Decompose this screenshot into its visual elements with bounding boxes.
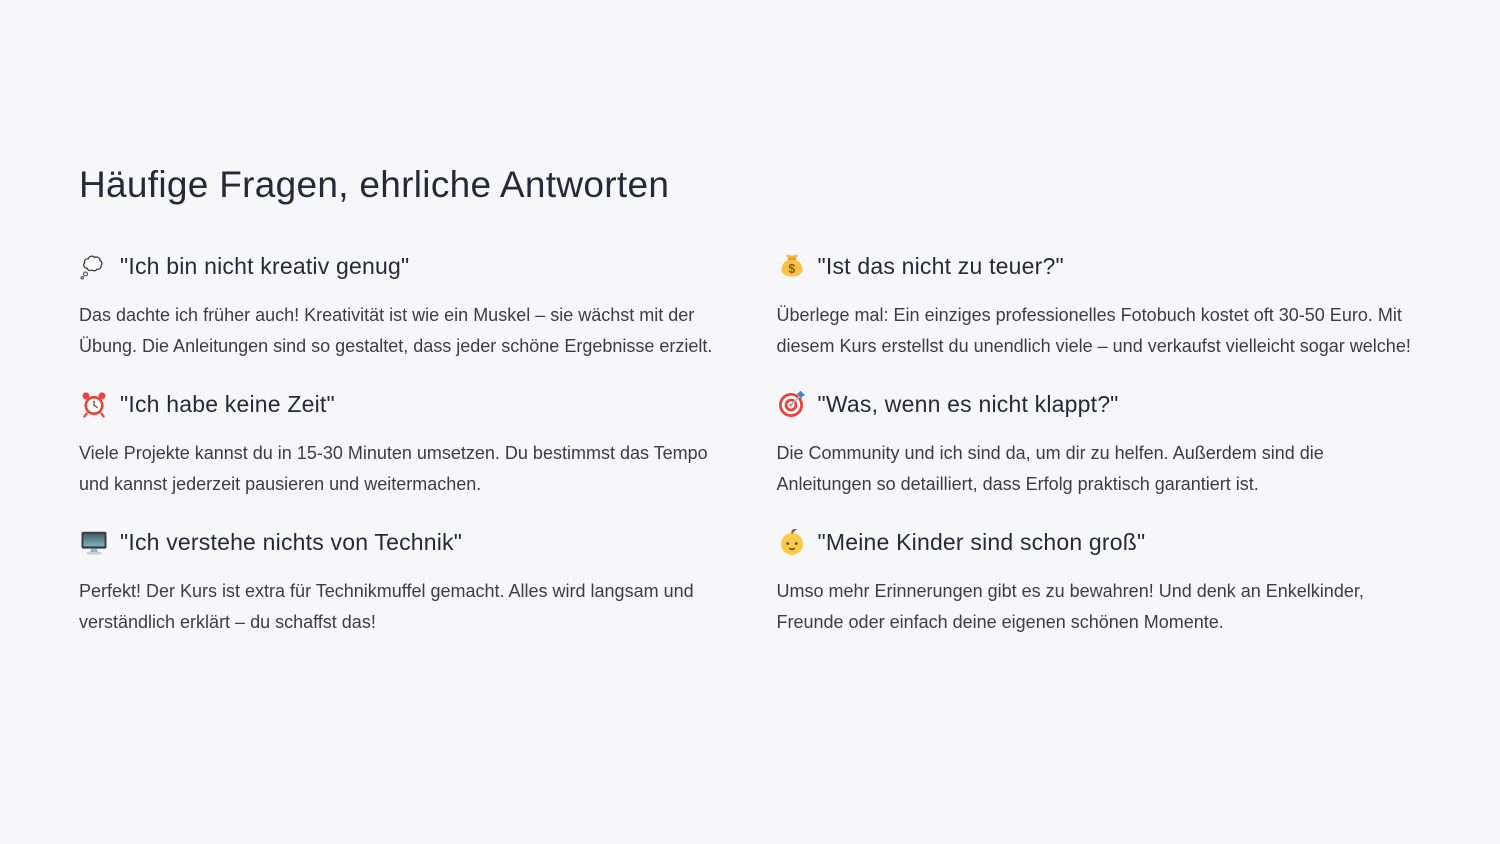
faq-item — [777, 524, 1422, 638]
faq-answer: Das dachte ich früher auch! Kreativität ist wie ein Muskel – sie wächst mit der Übung. Die Anleitungen sind so gestaltet, dass jeder schöne Ergebnisse erzielt. — [79, 305, 713, 356]
faq-item — [79, 248, 724, 362]
faq-item — [777, 248, 1422, 362]
faq-answer: Perfekt! Der Kurs ist extra für Technikmuffel gemacht. Alles wird langsam und verständlich erklärt – du schaffst das! — [79, 581, 694, 632]
faq-question — [79, 524, 724, 560]
faq-column-left — [79, 248, 724, 662]
faq-item — [79, 386, 724, 500]
faq-answer: Die Community und ich sind da, um dir zu helfen. Außerdem sind die Anleitungen so detailliert, dass Erfolg praktisch garantiert ist. — [776, 443, 1324, 494]
faq-column-right — [777, 248, 1422, 662]
faq-question — [777, 386, 1422, 422]
alarm-clock-icon — [79, 389, 109, 419]
faq-grid — [79, 248, 1421, 662]
direct-hit-icon — [777, 389, 807, 419]
faq-question — [777, 524, 1422, 560]
svg-text:$: $ — [787, 262, 796, 276]
thought-balloon-icon — [79, 251, 109, 281]
faq-item — [777, 386, 1422, 500]
money-bag-icon — [777, 251, 807, 281]
faq-question — [79, 386, 724, 422]
faq-answer: Umso mehr Erinnerungen gibt es zu bewahren! Und denk an Enkelkinder, Freunde oder einfach deine eigenen schönen Momente. — [776, 581, 1364, 632]
faq-question-text: "Ich bin nicht kreativ genug" — [120, 253, 410, 279]
faq-item — [79, 524, 724, 638]
faq-question — [79, 248, 724, 284]
faq-question-text: "Ich habe keine Zeit" — [120, 391, 335, 417]
desktop-computer-icon — [79, 527, 109, 557]
faq-answer: Überlege mal: Ein einziges professionelles Fotobuch kostet oft 30-50 Euro. Mit diesem Kurs erstellst du unendlich viele – und verkaufst vielleicht sogar welche! — [776, 305, 1411, 356]
faq-question-text: "Ist das nicht zu teuer?" — [817, 253, 1064, 279]
baby-icon — [777, 527, 807, 557]
faq-question-text: "Was, wenn es nicht klappt?" — [817, 391, 1119, 417]
faq-question-text: "Ich verstehe nichts von Technik" — [120, 529, 463, 555]
faq-question — [777, 248, 1422, 284]
section-title: Häufige Fragen, ehrliche Antworten — [79, 164, 670, 205]
faq-answer: Viele Projekte kannst du in 15-30 Minuten umsetzen. Du bestimmst das Tempo und kannst jederzeit pausieren und weitermachen. — [79, 443, 708, 494]
faq-question-text: "Meine Kinder sind schon groß" — [817, 529, 1146, 555]
